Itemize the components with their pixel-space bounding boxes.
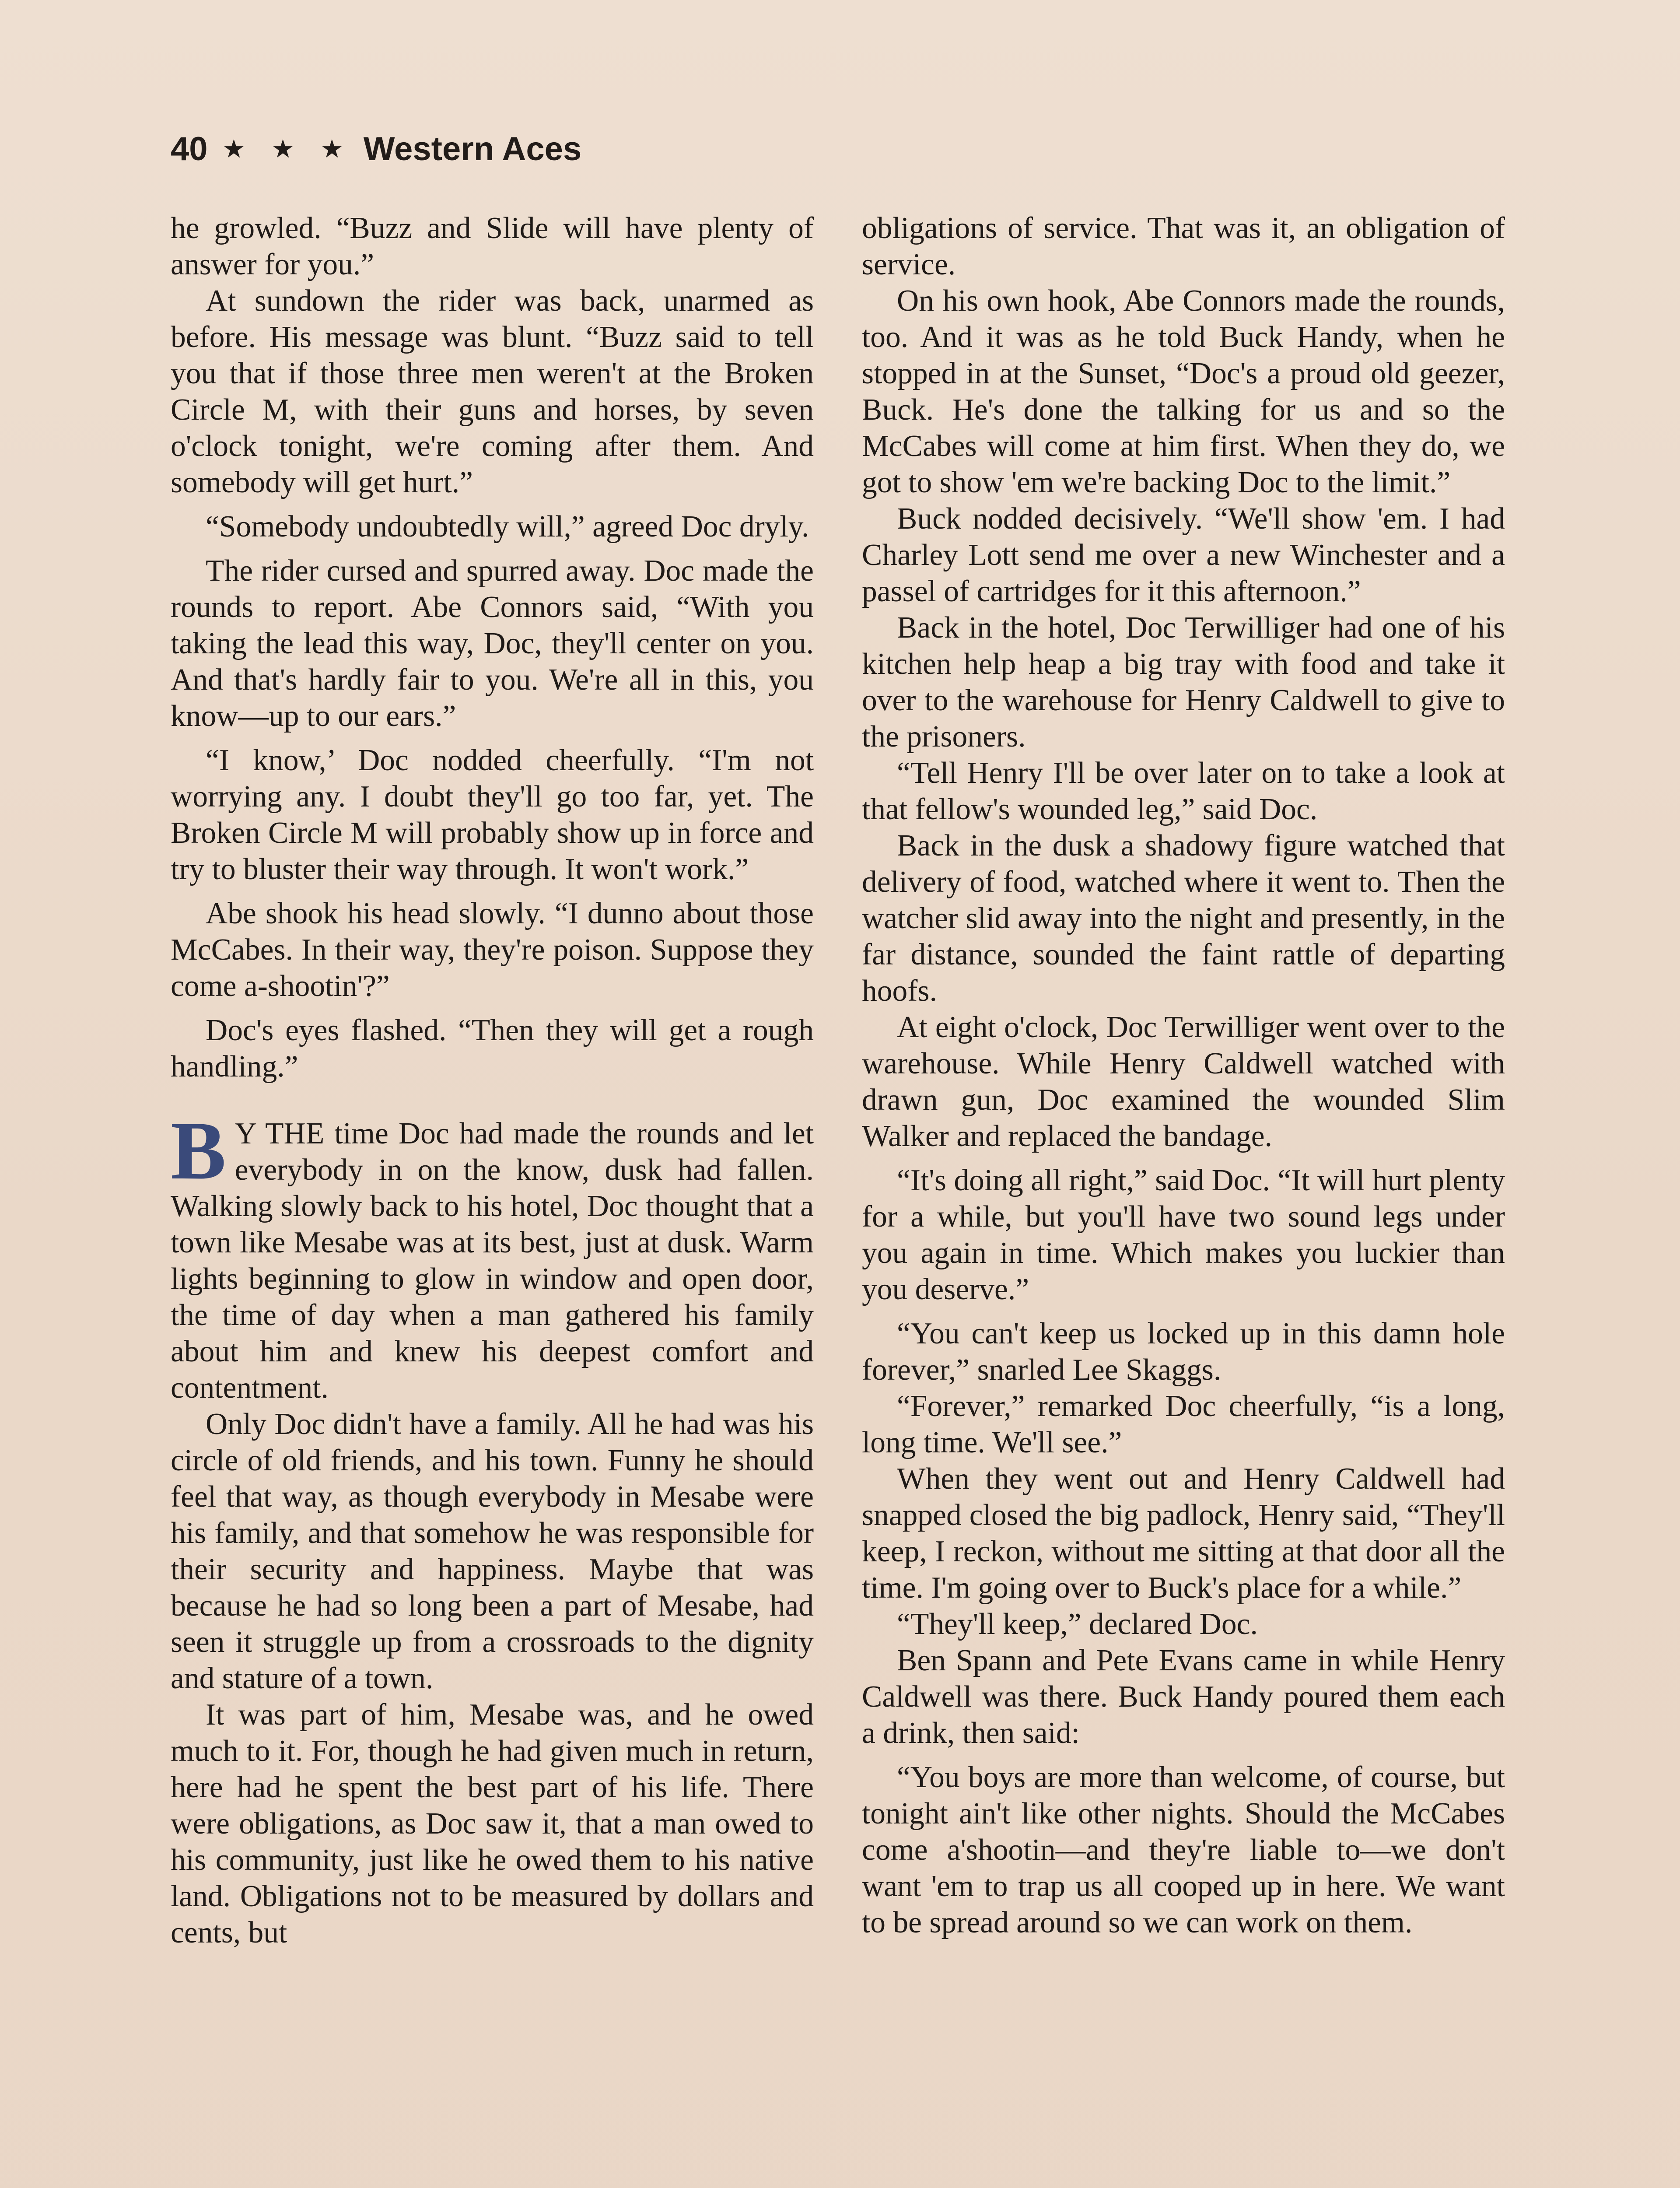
paragraph: Abe shook his head slowly. “I dunno about those McCabes. In their way, they're poison. Suppose they come a-shootin'?” [171, 897, 814, 1003]
paragraph: Ben Spann and Pete Evans came in while Henry Caldwell was there. Buck Handy poured them each a drink, then said: [862, 1644, 1505, 1750]
paragraph: At sundown the rider was back, unarmed as before. His message was blunt. “Buzz said to tell you that if those three men weren't at the Broken Circle M, with their guns and horses, by seven o'clock tonight, we're coming after them. And somebody will get hurt.” [171, 284, 814, 499]
paragraph: “Somebody undoubtedly will,” agreed Doc dryly. [206, 510, 809, 543]
magazine-title: Western Aces [363, 130, 582, 168]
paragraph: Only Doc didn't have a family. All he had was his circle of old friends, and his town. Funny he should feel that way, as though everybody in Mesabe were his family, and that somehow he was responsible for their security and happiness. Maybe that was because he had so long been a part of Mesabe, had seen it struggle up from a crossroads to the dignity and stature of a town. [171, 1407, 814, 1695]
paragraph: The rider cursed and spurred away. Doc made the rounds to report. Abe Connors said, “With you taking the lead this way, Doc, they'll center on you. And that's hardly fair to you. We're all in this, you know—up to our ears.” [171, 554, 814, 733]
paragraph: “I know,’ Doc nodded cheerfully. “I'm not worrying any. I doubt they'll go too far, yet. The Broken Circle M will probably show up in force and try to bluster their way through. It won't work.” [171, 743, 814, 886]
left-column [171, 210, 814, 1951]
right-column [862, 210, 1505, 1941]
section-paragraph [171, 1105, 814, 1406]
paragraph: When they went out and Henry Caldwell had snapped closed the big padlock, Henry said, “They'll keep, I reckon, without me sitting at that door all the time. I'm going over to Buck's place for a while.” [862, 1462, 1505, 1605]
paragraph: “Forever,” remarked Doc cheerfully, “is a long, long time. We'll see.” [862, 1389, 1505, 1459]
paragraph: “It's doing all right,” said Doc. “It will hurt plenty for a while, but you'll have two sound legs under you again in time. Which makes you luckier than you deserve.” [862, 1164, 1505, 1306]
drop-cap: B [171, 1105, 226, 1197]
paragraph: “Tell Henry I'll be over later on to take a look at that fellow's wounded leg,” said Doc. [862, 756, 1505, 826]
running-header [171, 125, 581, 173]
paragraph: “They'll keep,” declared Doc. [897, 1607, 1258, 1641]
paragraph: obligations of service. That was it, an obligation of service. [862, 211, 1505, 281]
paragraph: Buck nodded decisively. “We'll show 'em. I had Charley Lott send me over a new Winchester and a passel of cartridges for it this afternoon.” [862, 502, 1505, 608]
star-ornaments: ★ ★ ★ [222, 135, 353, 163]
paragraph: Doc's eyes flashed. “Then they will get a rough handling.” [171, 1013, 814, 1083]
paragraph: he growled. “Buzz and Slide will have plenty of answer for you.” [171, 211, 814, 281]
paragraph: “You boys are more than welcome, of course, but tonight ain't like other nights. Should the McCabes come a'shootin—and they're liable to—we don't want 'em to trap us all cooped up in here. We want to be spread around so we can work on them. [862, 1760, 1505, 1939]
page-number: 40 [171, 130, 208, 168]
paragraph: At eight o'clock, Doc Terwilliger went over to the warehouse. While Henry Caldwell watched with drawn gun, Doc examined the wounded Slim Walker and replaced the bandage. [862, 1010, 1505, 1153]
paragraph: “You can't keep us locked up in this damn hole forever,” snarled Lee Skaggs. [862, 1317, 1505, 1387]
paragraph: Back in the dusk a shadowy figure watched that delivery of food, watched where it went to. Then the watcher slid away into the night and presently, in the far distance, sounded the faint rattle of departing hoofs. [862, 829, 1505, 1008]
paragraph: On his own hook, Abe Connors made the rounds, too. And it was as he told Buck Handy, when he stopped in at the Sunset, “Doc's a proud old geezer, Buck. He's done the talking for us and so the McCabes will come at him first. When they do, we got to show 'em we're backing Doc to the limit.” [862, 284, 1505, 499]
paragraph: It was part of him, Mesabe was, and he owed much to it. For, though he had given much in return, here had he spent the best part of his life. There were obligations, as Doc saw it, that a man owed to his community, just like he owed them to his native land. Obligations not to be measured by dollars and cents, but [171, 1698, 814, 1950]
paragraph: Back in the hotel, Doc Terwilliger had one of his kitchen help heap a big tray with food and take it over to the warehouse for Henry Caldwell to give to the prisoners. [862, 611, 1505, 754]
paragraph-text: Y THE time Doc had made the rounds and let everybody in on the know, dusk had fallen. Walking slowly back to his hotel, Doc thought that a town like Mesabe was at its best, just at dusk. Warm lights beginning to glow in window and open door, the time of day when a man gathered his family about him and knew his deepest comfort and contentment. [171, 1117, 814, 1405]
